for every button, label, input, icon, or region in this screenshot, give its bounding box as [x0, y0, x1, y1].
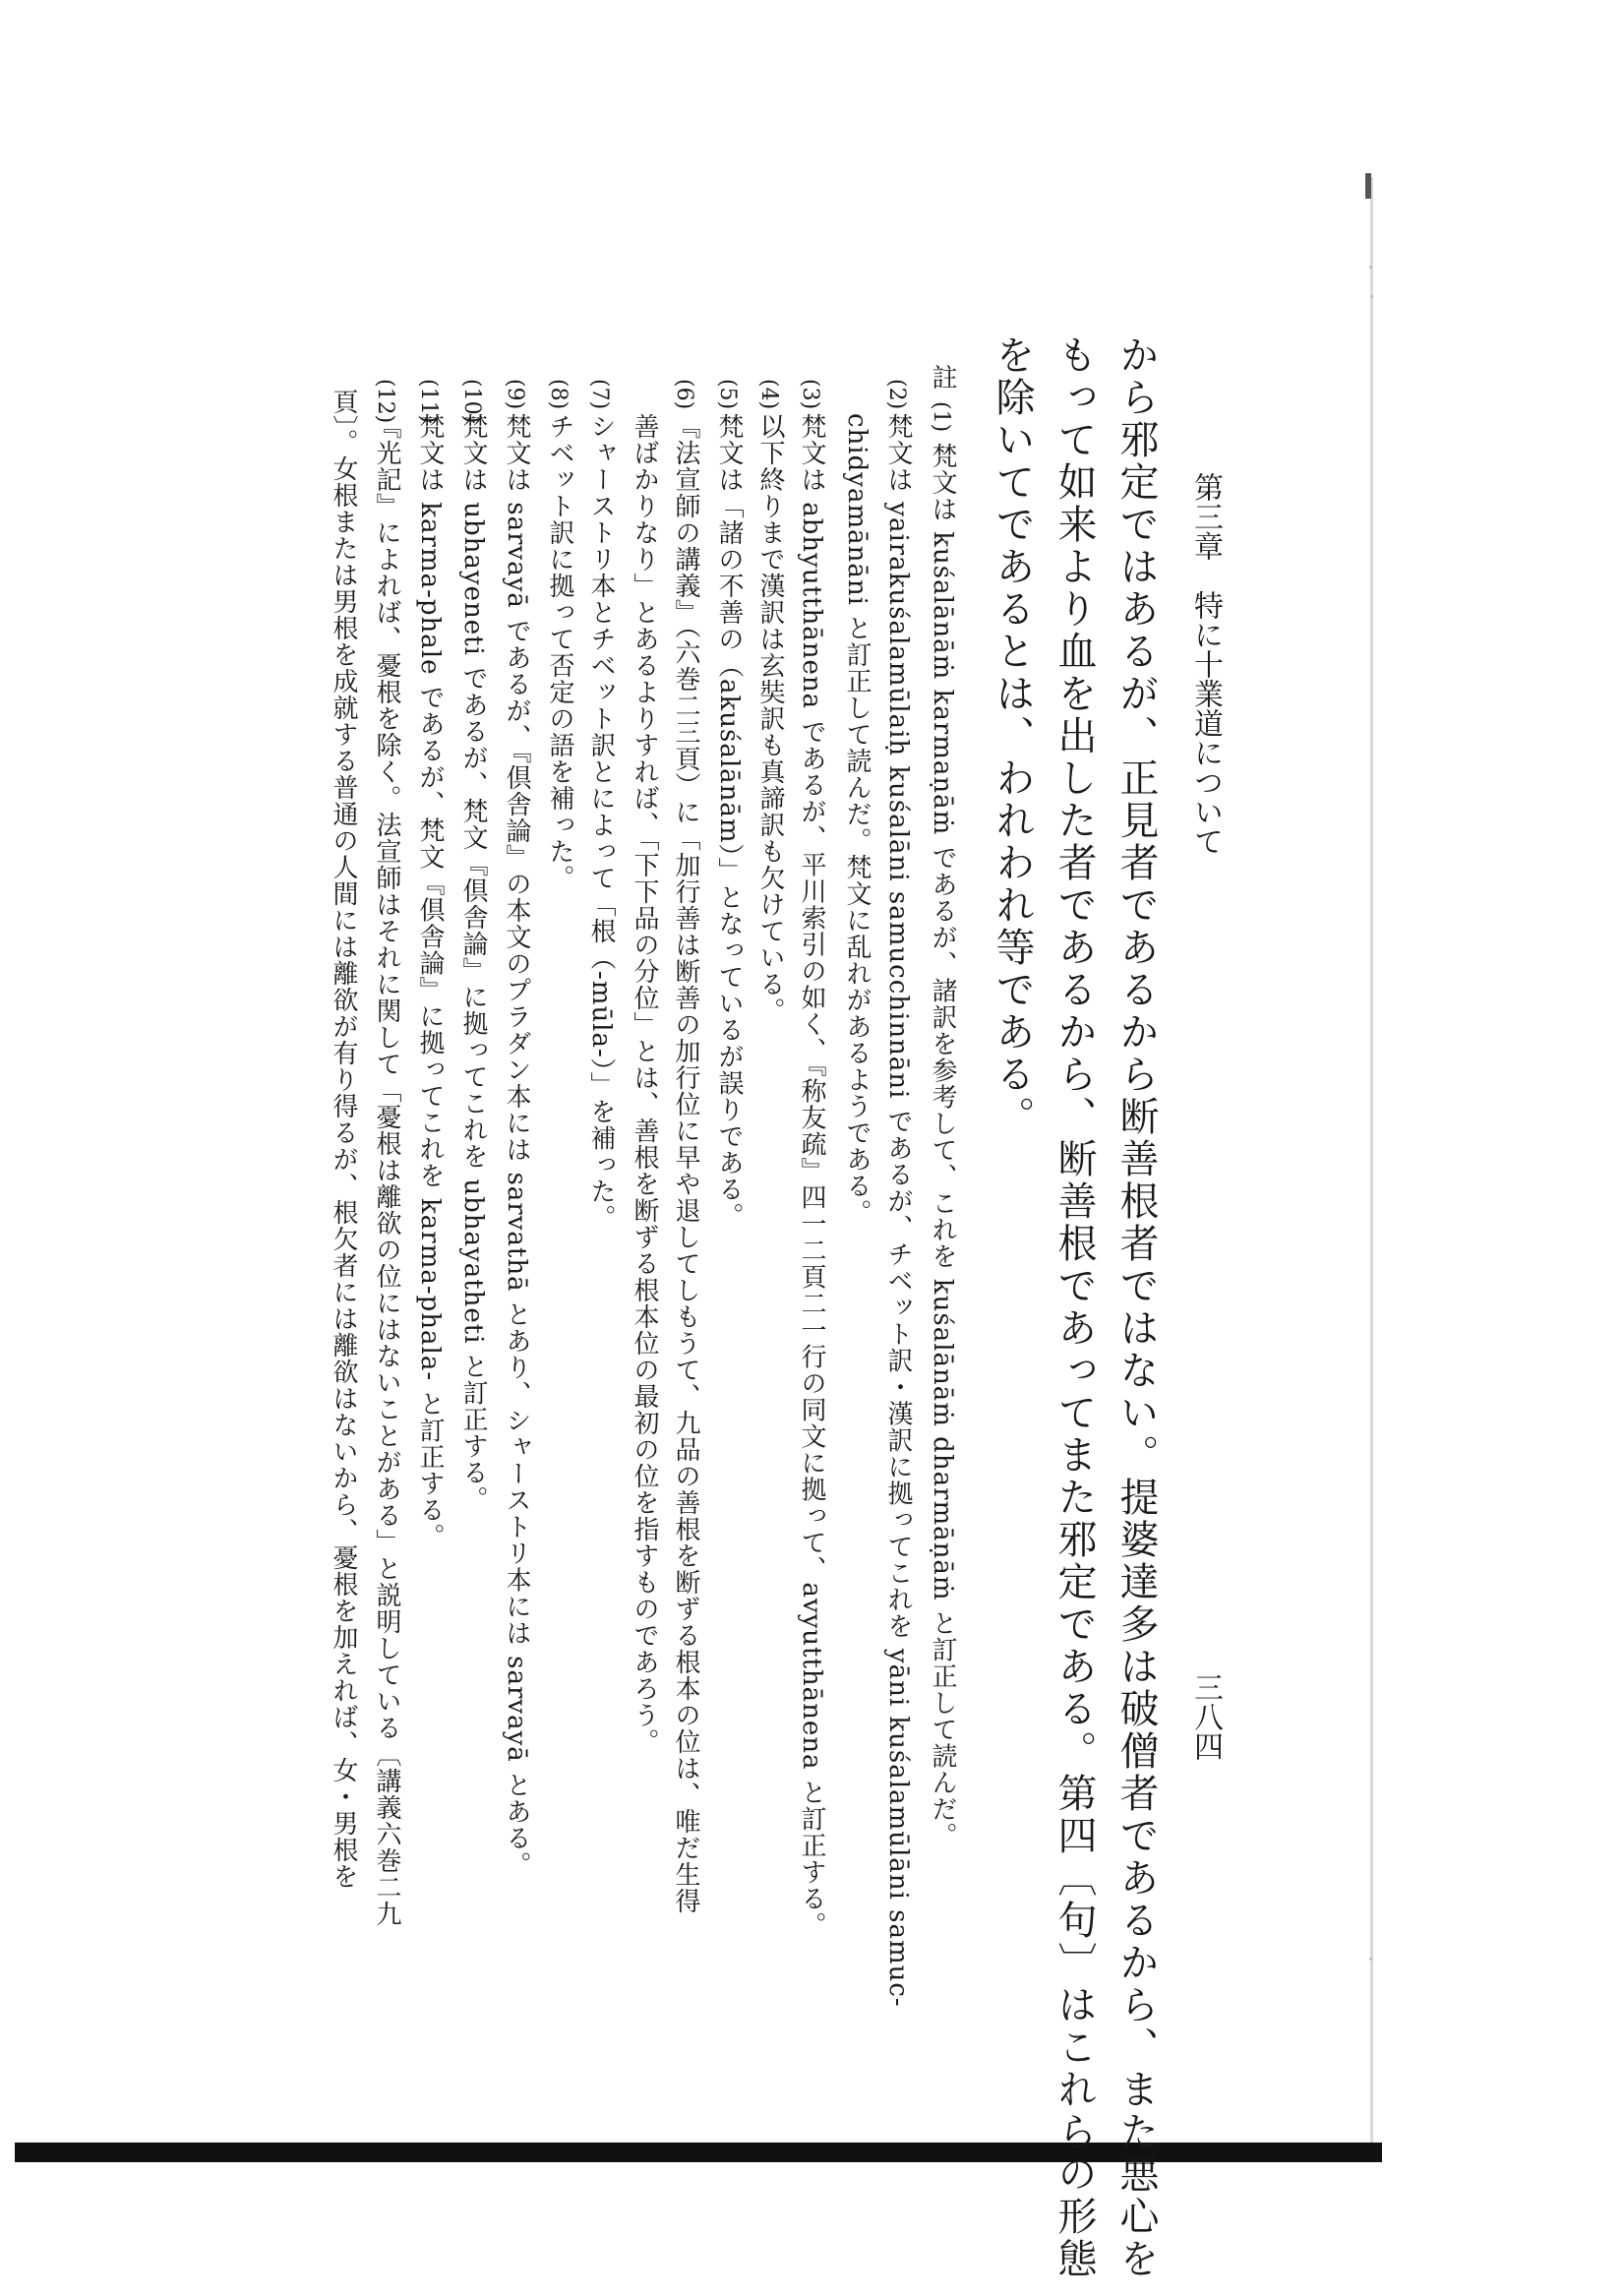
main-text-line: を除いてであるとは、われわれ等である。	[990, 334, 1035, 1138]
note-marker: (10)	[459, 379, 484, 424]
note-text: 梵文は sarvayā であるが、『倶舎論』の本文のプラダン本には sarvathā とあり、シャーストリ本には sarvayā とある。	[502, 413, 531, 1879]
note-text: 以下終りまで漢訳は玄奘訳も真諦訳も欠けている。	[755, 413, 785, 1024]
note-marker: (6)	[672, 379, 696, 410]
note-text: チベット訳に拠って否定の語を補った。	[545, 413, 574, 891]
note-text: 『光記』によれば、憂根を除く。法宣師はそれに関して「憂根は離欲の位にはないことがある」と説明している〔講義六巻二九	[372, 413, 401, 1927]
note-text: 梵文は abhyutthānena であるが、平川索引の如く、『称友疏』四一二頁二一行の同文に拠って、avyutthānena と訂正する。	[797, 413, 826, 1939]
note-marker: (5)	[715, 379, 740, 410]
main-text-line: もって如来より血を出した者であるから、断善根であってまた邪定である。第四〔句〕はこれらの形態	[1052, 334, 1097, 2280]
note-text-continuation: 善ばかりなり」とあるよりすれば、「下下品の分位」とは、善根を断ずる根本位の最初の位を指すものであろう。	[630, 413, 659, 1755]
page-edge-rule	[1370, 177, 1373, 2154]
note-marker: (1)	[929, 401, 953, 433]
note-text: 『法宣師の講義』（六巻二三頁）に「加行善は断善の加行位に早や退してしもうて、九品の善根を断ずる根本の位は、唯だ生得	[671, 413, 700, 1914]
note-marker: (3)	[798, 379, 822, 410]
scan-border-bar	[15, 2143, 1382, 2162]
note-text: 梵文は kuśalānāṁ karmaṇāṁ であるが、諸訳を参考して、これを kuśalānāṁ dharmāṇāṁ と訂正して読んだ。	[928, 443, 957, 1849]
chapter-header: 第三章 特に十業道について	[1188, 472, 1223, 856]
note-text: 梵文は yairakuśalamūlaiḥ kuśalāni samucchinnāni であるが、チベット訳・漢訳に拠ってこれを yāni kuśalamūlāni samuc-	[883, 413, 913, 2008]
scan-speck	[1369, 266, 1372, 269]
scan-mark	[1365, 173, 1371, 199]
note-text: 梵文は karma-phale であるが、梵文『倶舎論』に拠ってこれを karma-phala- と訂正する。	[415, 413, 445, 1550]
note-text: 梵文は ubhayeneti であるが、梵文『倶舎論』に拠ってこれを ubhayatheti と訂正する。	[458, 413, 488, 1513]
note-text: シャーストリ本とチベット訳とによって「根（-mūla-）」を補った。	[586, 413, 616, 1232]
note-text-continuation: chidyamānāni と訂正して読んだ。梵文に乱れがあるようである。	[842, 413, 872, 1227]
scan-speck	[1370, 295, 1373, 298]
notes-label: 註	[928, 364, 957, 391]
note-text: 梵文は「諸の不善の（akuśalānām）」となっているが誤りである。	[714, 413, 744, 1230]
main-text-line: から邪定ではあるが、正見者であるから断善根者ではない。提婆達多は破僧者であるから、また悪心を	[1113, 334, 1159, 2280]
note-marker: (9)	[503, 379, 527, 410]
note-marker: (4)	[756, 379, 781, 410]
scan-speck	[1369, 1958, 1372, 1961]
page-number: 三八四	[1188, 1672, 1223, 1761]
note-marker: (7)	[587, 379, 612, 410]
note-text-continuation: 頁〕。女根または男根を成就する普通の人間には離欲が有り得るが、根欠者には離欲はないから、憂根を加えれば、女・男根を	[329, 389, 358, 1890]
note-marker: (2)	[884, 379, 909, 410]
note-marker: (12)	[373, 379, 397, 424]
note-marker: (11)	[416, 379, 441, 424]
note-marker: (8)	[546, 379, 571, 410]
